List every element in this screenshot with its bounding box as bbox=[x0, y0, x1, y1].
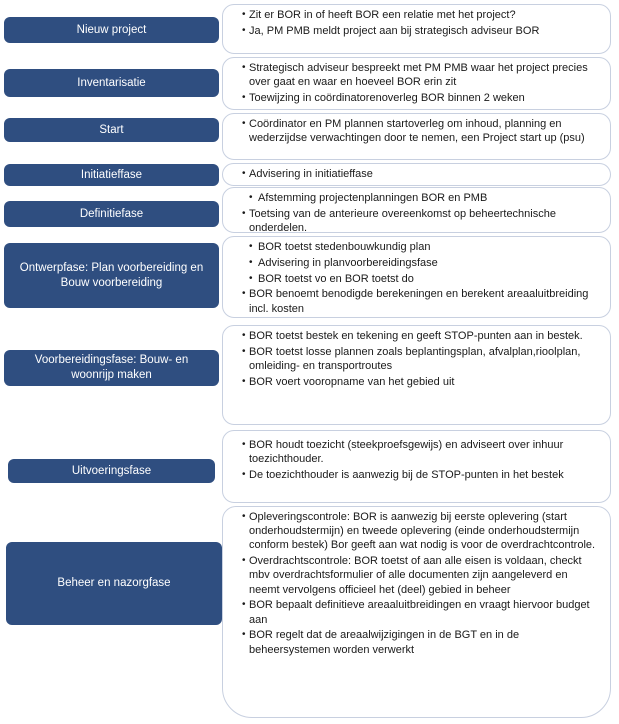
phase-label-initiatieffase: Initiatieffase bbox=[4, 164, 219, 186]
phase-label-definitiefase: Definitiefase bbox=[4, 201, 219, 227]
list-item: • Zit er BOR in of heeft BOR een relatie met het project? bbox=[249, 8, 600, 22]
list-item: • Strategisch adviseur bespreekt met PM PMB waar het project precies over gaat en waar en hoeveel BOR erin zit bbox=[249, 61, 600, 89]
list-item: • Overdrachtscontrole: BOR toetst of aan alle eisen is voldaan, checkt mbv overdrachtsformulier of alle documenten zijn aangeleverd en neemt vervolgens officieel het (deel) gebied in beheer bbox=[249, 554, 600, 597]
list-item: • Toewijzing in coördinatorenoverleg BOR binnen 2 weken bbox=[249, 91, 600, 105]
list-item: • Advisering in initiatieffase bbox=[249, 167, 600, 181]
list-item: • BOR voert vooropname van het gebied uit bbox=[249, 375, 600, 389]
list-item: • Afstemming projectenplanningen BOR en PMB bbox=[249, 191, 600, 205]
phase-panel-initiatieffase bbox=[222, 163, 611, 186]
list-item: • BOR toetst stedenbouwkundig plan bbox=[249, 240, 600, 254]
list-item: • Ja, PM PMB meldt project aan bij strategisch adviseur BOR bbox=[249, 24, 600, 38]
list-item: • Toetsing van de anterieure overeenkomst op beheertechnische onderdelen. bbox=[249, 207, 600, 235]
phase-panel-beheer-en-nazorgfase bbox=[222, 506, 611, 718]
list-item: • De toezichthouder is aanwezig bij de STOP-punten in het bestek bbox=[249, 468, 600, 482]
phase-panel-inventarisatie bbox=[222, 57, 611, 110]
list-item: • BOR houdt toezicht (steekproefsgewijs) en adviseert over inhuur toezichthouder. bbox=[249, 438, 600, 466]
list-item: • BOR regelt dat de areaalwijzigingen in de BGT en in de beheersystemen worden verwerkt bbox=[249, 628, 600, 656]
list-item: • BOR toetst vo en BOR toetst do bbox=[249, 272, 600, 286]
phase-panel-definitiefase bbox=[222, 187, 611, 233]
list-item: • Advisering in planvoorbereidingsfase bbox=[249, 256, 600, 270]
phase-panel-uitvoeringsfase bbox=[222, 430, 611, 503]
phase-label-start: Start bbox=[4, 118, 219, 142]
phase-label-ontwerpfase: Ontwerpfase: Plan voorbereiding en Bouw voorbereiding bbox=[4, 243, 219, 308]
list-item: • BOR bepaalt definitieve areaaluitbreidingen en vraagt hiervoor budget aan bbox=[249, 598, 600, 626]
phase-label-voorbereidingsfase: Voorbereidingsfase: Bouw- en woonrijp maken bbox=[4, 350, 219, 386]
phase-label-nieuw-project: Nieuw project bbox=[4, 17, 219, 43]
list-item: • BOR toetst losse plannen zoals beplantingsplan, afvalplan,rioolplan, omleiding- en transportroutes bbox=[249, 345, 600, 373]
phase-label-beheer-en-nazorgfase: Beheer en nazorgfase bbox=[6, 542, 222, 625]
phase-label-uitvoeringsfase: Uitvoeringsfase bbox=[8, 459, 215, 483]
list-item: • BOR benoemt benodigde berekeningen en berekent areaaluitbreiding incl. kosten bbox=[249, 287, 600, 315]
list-item: • BOR toetst bestek en tekening en geeft STOP-punten aan in bestek. bbox=[249, 329, 600, 343]
phase-panel-nieuw-project bbox=[222, 4, 611, 54]
phase-panel-voorbereidingsfase bbox=[222, 325, 611, 425]
phase-panel-ontwerpfase bbox=[222, 236, 611, 318]
phase-label-inventarisatie: Inventarisatie bbox=[4, 69, 219, 97]
list-item: • Coördinator en PM plannen startoverleg om inhoud, planning en wederzijdse verwachtingen door te nemen, een Project start up (psu) bbox=[249, 117, 600, 145]
phase-panel-start bbox=[222, 113, 611, 160]
list-item: • Opleveringscontrole: BOR is aanwezig bij eerste oplevering (start onderhoudstermijn) en tweede oplevering (einde onderhoudstermijn conform bestek) Bor geeft aan wat nodig is voor de overdrachtcontrole. bbox=[249, 510, 600, 553]
